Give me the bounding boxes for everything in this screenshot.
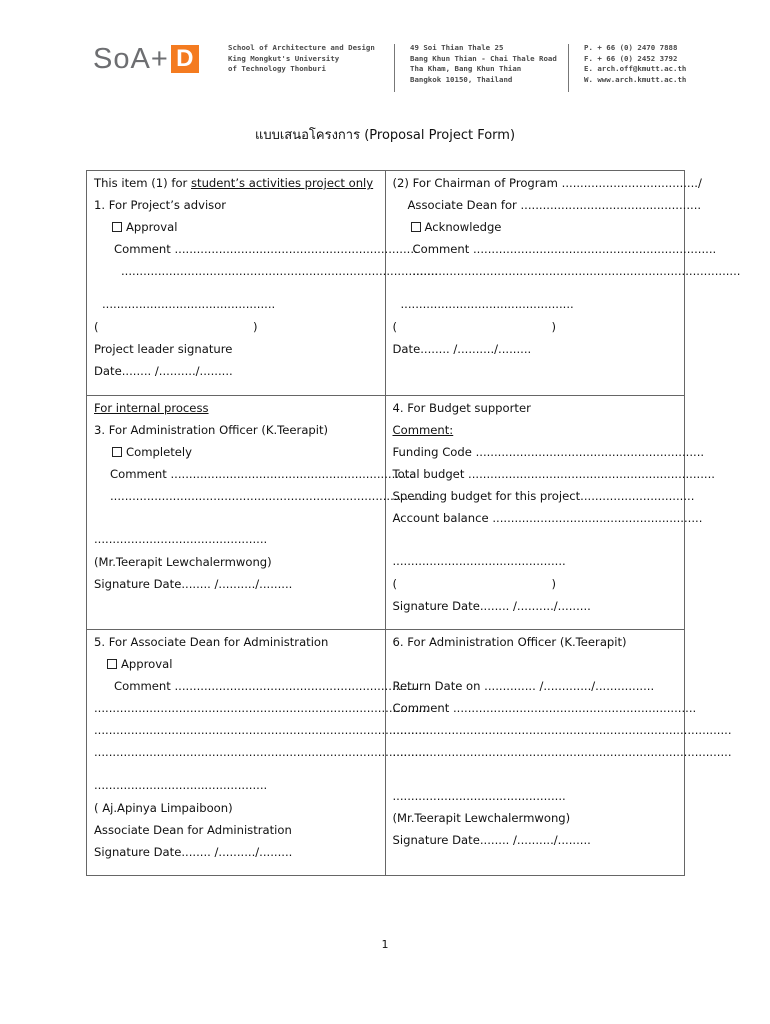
approval-option[interactable]: Approval bbox=[112, 220, 177, 234]
return-date-line: Return Date on .............. /............./................ bbox=[392, 679, 655, 693]
acknowledge-checkbox[interactable] bbox=[411, 222, 421, 232]
comment-line: Comment .................................................................. bbox=[114, 679, 418, 693]
letterhead-address bbox=[410, 43, 557, 85]
section-3-heading: 3. For Administration Officer (K.Teerapit) bbox=[94, 423, 329, 437]
section-1-scope: This item (1) for student’s activities project only bbox=[94, 176, 374, 190]
signature-line: ............................................... bbox=[94, 778, 268, 792]
comment-continuation: ............................................................................................ bbox=[392, 745, 732, 759]
comment-line: Comment .................................................................. bbox=[412, 242, 717, 256]
proposal-form-table bbox=[86, 170, 741, 876]
signature-line: ............................................... bbox=[400, 297, 574, 311]
form-row bbox=[87, 395, 715, 629]
comment-label: Comment: bbox=[392, 423, 454, 437]
section-4-heading: 4. For Budget supporter bbox=[392, 401, 531, 415]
funding-code-line: Funding Code .............................................................. bbox=[392, 445, 705, 459]
section-6-heading: 6. For Administration Officer (K.Teerapit) bbox=[392, 635, 627, 649]
address-line: Bangkok 10150, Thailand bbox=[410, 74, 513, 84]
email-line: E. arch.off@kmutt.ac.th bbox=[584, 64, 687, 74]
name-paren-open: ( bbox=[94, 320, 99, 334]
comment-line: Comment .................................................................. bbox=[114, 242, 418, 256]
signature-date: Signature Date........ /........../......... bbox=[392, 833, 591, 847]
address-line: Tha Kham, Bang Khun Thian bbox=[410, 64, 522, 74]
letterhead-school bbox=[228, 43, 375, 75]
approval-checkbox[interactable] bbox=[112, 222, 122, 232]
signature-line: ............................................... bbox=[102, 297, 276, 311]
comment-line: Comment .................................................................. bbox=[392, 701, 697, 715]
dean-title: Associate Dean for Administration bbox=[94, 823, 292, 837]
school-line: King Mongkut's University bbox=[228, 53, 340, 63]
section-2-subheading: Associate Dean for ................................................. bbox=[407, 198, 702, 212]
comment-continuation: ............................................................................................ bbox=[392, 723, 732, 737]
page-number: 1 bbox=[381, 938, 389, 951]
phone-line: P. + 66 (0) 2470 7888 bbox=[584, 43, 678, 52]
comment-line: Comment .................................................................. bbox=[110, 467, 414, 481]
comment-continuation: ...................................................................................... bbox=[121, 264, 438, 278]
signature-date: Signature Date........ /........../......... bbox=[94, 577, 293, 591]
section-5-cell bbox=[87, 630, 430, 875]
completely-option[interactable]: Completely bbox=[112, 445, 192, 459]
officer-name: (Mr.Teerapit Lewchalermwong) bbox=[94, 555, 272, 569]
comment-continuation: ........................................................................................... bbox=[94, 745, 430, 759]
name-paren-open: ( bbox=[392, 577, 398, 591]
logo-wordmark: SoA bbox=[93, 43, 151, 75]
spending-budget-line: Spending budget for this project............................... bbox=[392, 489, 695, 503]
section-1-cell bbox=[87, 171, 438, 395]
acknowledge-option[interactable]: Acknowledge bbox=[411, 220, 502, 234]
logo-plus: + bbox=[150, 43, 169, 75]
name-paren-close: ) bbox=[253, 320, 258, 334]
letterhead-contact bbox=[584, 43, 686, 85]
signature-line: ............................................... bbox=[392, 554, 566, 568]
website-line: W. www.arch.kmutt.ac.th bbox=[584, 74, 687, 84]
section-2-heading: (2) For Chairman of Program ...................................../ bbox=[392, 176, 702, 190]
letterhead-divider bbox=[394, 44, 395, 92]
comment-continuation: ......................................................................................... bbox=[412, 264, 741, 278]
signature-date: Signature Date........ /........../......... bbox=[392, 599, 591, 613]
signature-label: Project leader signature bbox=[94, 342, 233, 356]
address-line: 49 Soi Thian Thale 25 bbox=[410, 43, 504, 52]
school-logo bbox=[93, 45, 199, 73]
date-line: Date........ /........../......... bbox=[392, 342, 532, 356]
approval-checkbox[interactable] bbox=[107, 659, 117, 669]
officer-name: (Mr.Teerapit Lewchalermwong) bbox=[392, 811, 571, 825]
account-balance-line: Account balance ......................................................... bbox=[392, 511, 703, 525]
internal-process-label: For internal process bbox=[94, 401, 209, 415]
school-line: of Technology Thonburi bbox=[228, 64, 326, 74]
section-5-heading: 5. For Associate Dean for Administration bbox=[94, 635, 329, 649]
section-1-heading: 1. For Project’s advisor bbox=[94, 198, 227, 212]
completely-checkbox[interactable] bbox=[112, 447, 122, 457]
letterhead-divider bbox=[568, 44, 569, 92]
form-title: แบบเสนอโครงการ (Proposal Project Form) bbox=[254, 128, 516, 143]
form-row bbox=[87, 171, 741, 395]
comment-continuation: ........................................................................................... bbox=[94, 723, 430, 737]
fax-line: F. + 66 (0) 2452 3792 bbox=[584, 53, 678, 63]
logo-d-box: D bbox=[171, 45, 199, 73]
section-6-cell bbox=[386, 630, 732, 875]
approval-option[interactable]: Approval bbox=[107, 657, 172, 671]
date-line: Date........ /........../......... bbox=[94, 364, 233, 378]
section-4-cell bbox=[386, 396, 715, 629]
dean-name: ( Aj.Apinya Limpaiboon) bbox=[94, 801, 233, 815]
name-paren-close: ) bbox=[551, 320, 557, 334]
signature-date: Signature Date........ /........../......... bbox=[94, 845, 293, 859]
total-budget-line: Total budget ................................................................... bbox=[392, 467, 715, 481]
name-paren-close: ) bbox=[551, 577, 557, 591]
signature-line: ............................................... bbox=[392, 789, 566, 803]
comment-continuation: ........................................................................................ bbox=[110, 489, 435, 503]
signature-line: ............................................... bbox=[94, 532, 268, 546]
section-3-cell bbox=[87, 396, 435, 629]
section-2-cell bbox=[386, 171, 741, 395]
name-paren-open: ( bbox=[392, 320, 398, 334]
school-line: School of Architecture and Design bbox=[228, 43, 375, 52]
scope-underlined: student’s activities project only bbox=[191, 176, 374, 190]
form-row bbox=[87, 629, 732, 875]
address-line: Bang Khun Thian - Chai Thale Road bbox=[410, 53, 557, 63]
comment-continuation: ........................................................................................... bbox=[94, 701, 430, 715]
